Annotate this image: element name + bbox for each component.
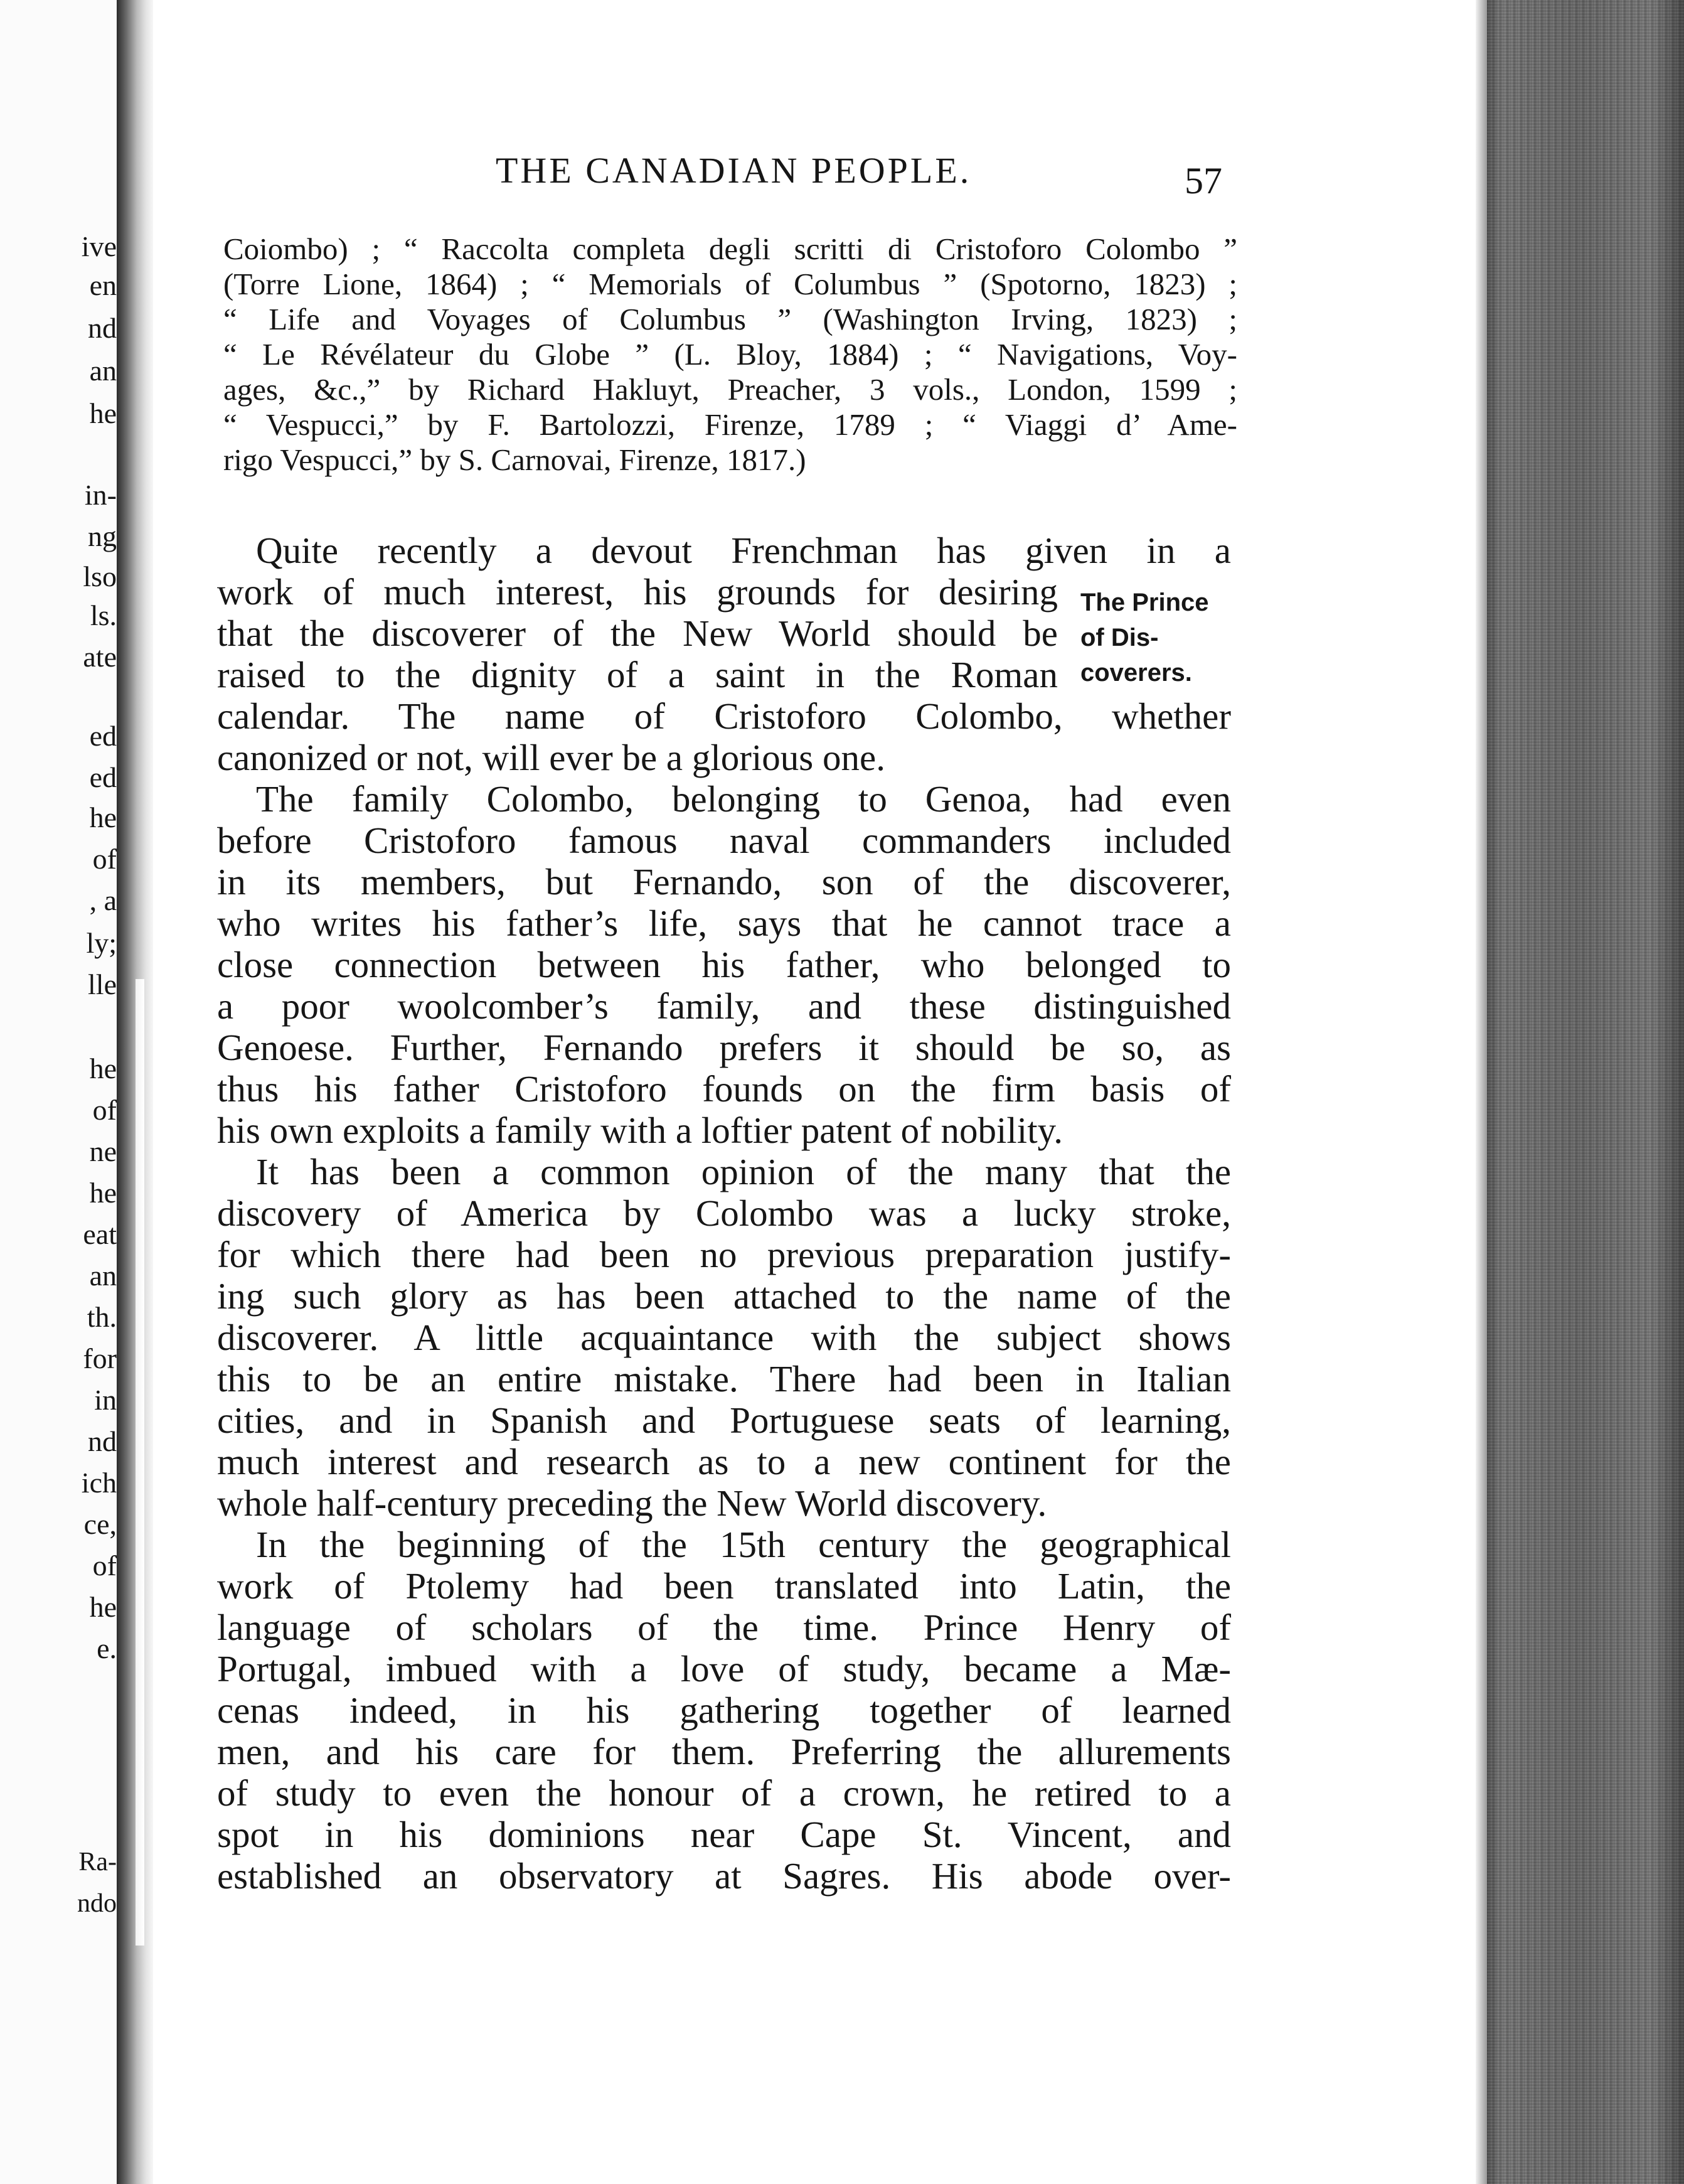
text-line: established an observatory at Sagres. His abode over- bbox=[217, 1855, 1231, 1897]
left-page-fragment: ich bbox=[81, 1467, 117, 1499]
running-head: THE CANADIAN PEOPLE. bbox=[496, 150, 972, 191]
book-gutter bbox=[117, 0, 153, 2184]
left-page-fragment: nd bbox=[88, 1425, 117, 1457]
paragraph-first-line: The family Colombo, belonging to Genoa, had even bbox=[256, 778, 1231, 820]
text-line: cenas indeed, in his gathering together of learned bbox=[217, 1689, 1231, 1731]
sidenote-line: coverers. bbox=[1080, 659, 1192, 687]
paragraph-first-line: It has been a common opinion of the many that the bbox=[256, 1151, 1231, 1192]
footnote-line: ages, &c.,” by Richard Hakluyt, Preacher, 3 vols., London, 1599 ; bbox=[223, 372, 1237, 407]
left-page-fragment: ed bbox=[89, 761, 117, 793]
margin-sidenote bbox=[1080, 590, 1256, 695]
text-line: work of much interest, his grounds for desiring bbox=[217, 571, 1058, 613]
left-page-fragment: ive bbox=[81, 230, 117, 262]
left-page-fragment: ly; bbox=[86, 927, 117, 959]
left-page-fragment: ce, bbox=[83, 1508, 117, 1540]
page-number: 57 bbox=[1185, 160, 1222, 201]
text-line: language of scholars of the time. Prince Henry of bbox=[217, 1607, 1231, 1648]
left-page-fragment: nd bbox=[88, 312, 117, 344]
footnote-line: “ Life and Voyages of Columbus ” (Washington Irving, 1823) ; bbox=[223, 302, 1237, 336]
footnote-line: “ Le Révélateur du Globe ” (L. Bloy, 1884) ; “ Navigations, Voy- bbox=[223, 337, 1237, 372]
left-page-fragment: , a bbox=[89, 884, 117, 916]
left-page-fragment: he bbox=[89, 1591, 117, 1623]
left-page-fragment: ate bbox=[83, 641, 117, 673]
left-page-fragment: eat bbox=[83, 1218, 117, 1250]
left-page-fragment: he bbox=[89, 1052, 117, 1084]
left-page-fragment: ed bbox=[89, 720, 117, 752]
text-line: his own exploits a family with a loftier patent of nobility. bbox=[217, 1110, 1063, 1151]
left-page-fragment: of bbox=[92, 1550, 117, 1582]
text-line: who writes his father’s life, says that he cannot trace a bbox=[217, 902, 1231, 944]
text-line: canonized or not, will ever be a glorious one. bbox=[217, 737, 885, 778]
left-page-fragment: ne bbox=[89, 1135, 117, 1167]
text-line: cities, and in Spanish and Portuguese seats of learning, bbox=[217, 1400, 1231, 1441]
left-page-fragment: in- bbox=[84, 479, 117, 511]
page-edge bbox=[1476, 0, 1684, 2184]
left-page-fragment: ng bbox=[88, 520, 117, 552]
footnote-line: (Torre Lione, 1864) ; “ Memorials of Columbus ” (Spotorno, 1823) ; bbox=[223, 267, 1237, 301]
text-line: much interest and research as to a new continent for the bbox=[217, 1441, 1231, 1482]
left-page-fragment: an bbox=[89, 1260, 117, 1292]
text-line: thus his father Cristoforo founds on the firm basis of bbox=[217, 1068, 1231, 1110]
left-page-fragment: of bbox=[92, 1094, 117, 1126]
footnote-line: “ Vespucci,” by F. Bartolozzi, Firenze, 1789 ; “ Viaggi d’ Ame- bbox=[223, 407, 1237, 442]
text-line: discoverer. A little acquaintance with the subject shows bbox=[217, 1317, 1231, 1358]
left-facing-page bbox=[0, 0, 123, 2184]
text-line: for which there had been no previous preparation justify- bbox=[217, 1234, 1231, 1275]
text-line: in its members, but Fernando, son of the discoverer, bbox=[217, 861, 1231, 902]
text-line: spot in his dominions near Cape St. Vincent, and bbox=[217, 1814, 1231, 1855]
text-line: raised to the dignity of a saint in the Roman bbox=[217, 654, 1058, 695]
left-page-fragment: en bbox=[89, 269, 117, 301]
text-line: before Cristoforo famous naval commanders included bbox=[217, 820, 1231, 861]
text-line: that the discoverer of the New World should be bbox=[217, 613, 1058, 654]
left-page-fragment: ndo bbox=[77, 1889, 117, 1918]
left-page-fragment: he bbox=[89, 397, 117, 429]
paragraph-first-line: In the beginning of the 15th century the geographical bbox=[256, 1524, 1231, 1565]
text-line: a poor woolcomber’s family, and these distinguished bbox=[217, 985, 1231, 1027]
left-page-fragment: he bbox=[89, 1177, 117, 1209]
text-line: Genoese. Further, Fernando prefers it should be so, as bbox=[217, 1027, 1231, 1068]
text-line: discovery of America by Colombo was a lucky stroke, bbox=[217, 1192, 1231, 1234]
left-page-fragment: in bbox=[94, 1384, 117, 1416]
footnote-line: rigo Vespucci,” by S. Carnovai, Firenze, 1817.) bbox=[223, 442, 806, 477]
left-page-fragment: ls. bbox=[90, 599, 117, 631]
text-line: ing such glory as has been attached to the name of the bbox=[217, 1275, 1231, 1317]
left-page-fragment: lle bbox=[88, 968, 117, 1000]
footnote-line: Coiombo) ; “ Raccolta completa degli scritti di Cristoforo Colombo ” bbox=[223, 232, 1237, 266]
text-line: calendar. The name of Cristoforo Colombo, whether bbox=[217, 695, 1231, 737]
left-page-fragment: an bbox=[89, 355, 117, 387]
text-line: whole half-century preceding the New World discovery. bbox=[217, 1482, 1047, 1524]
text-line: this to be an entire mistake. There had been in Italian bbox=[217, 1358, 1231, 1400]
sidenote-line: of Dis- bbox=[1080, 624, 1159, 651]
left-page-fragment: Ra- bbox=[78, 1848, 117, 1876]
left-page-fragment: e. bbox=[97, 1632, 117, 1664]
paragraph-first-line: Quite recently a devout Frenchman has given in a bbox=[256, 530, 1231, 571]
text-line: of study to even the honour of a crown, he retired to a bbox=[217, 1772, 1231, 1814]
left-page-fragment: th. bbox=[87, 1301, 117, 1333]
sidenote-line: The Prince bbox=[1080, 589, 1209, 616]
text-line: work of Ptolemy had been translated into Latin, the bbox=[217, 1565, 1231, 1607]
left-page-fragment: he bbox=[89, 801, 117, 833]
left-page-fragment: of bbox=[92, 843, 117, 875]
text-line: men, and his care for them. Preferring the allurements bbox=[217, 1731, 1231, 1772]
text-line: close connection between his father, who belonged to bbox=[217, 944, 1231, 985]
text-line: Portugal, imbued with a love of study, became a Mæ- bbox=[217, 1648, 1231, 1689]
left-page-fragment: for bbox=[83, 1342, 117, 1374]
left-page-fragment: lso bbox=[83, 560, 117, 592]
